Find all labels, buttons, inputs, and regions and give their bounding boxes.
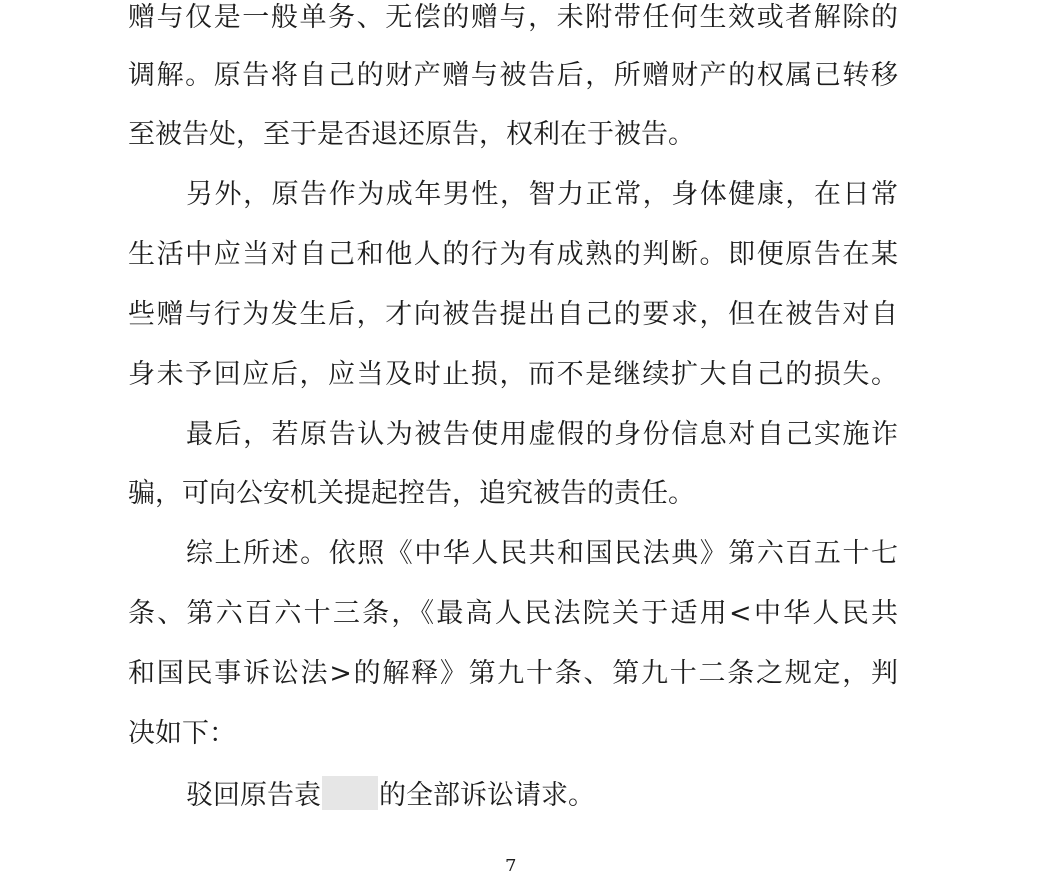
paragraph-line: 调解。原告将自己的财产赠与被告后，所赠财产的权属已转移 xyxy=(128,60,898,91)
verdict-line xyxy=(186,776,898,812)
paragraph-line: 些赠与行为发生后，才向被告提出自己的要求，但在被告对自 xyxy=(128,299,898,330)
paragraph-first-line: 综上所述。依照《中华人民共和国民法典》第六百五十七 xyxy=(186,538,898,569)
paragraph-line: 赠与仅是一般单务、无偿的赠与，未附带任何生效或者解除的 xyxy=(128,2,898,33)
paragraph-line: 和国民事诉讼法>的解释》第九十条、第九十二条之规定，判 xyxy=(128,658,898,689)
paragraph-line: 决如下： xyxy=(128,718,236,749)
paragraph-first-line: 最后，若原告认为被告使用虚假的身份信息对自己实施诈 xyxy=(186,419,898,450)
verdict-prefix: 驳回原告袁 xyxy=(186,780,321,811)
paragraph-line: 条、第六百六十三条，《最高人民法院关于适用<中华人民共 xyxy=(128,598,898,629)
verdict-suffix: 的全部诉讼请求。 xyxy=(379,780,595,811)
paragraph-first-line: 另外，原告作为成年男性，智力正常，身体健康，在日常 xyxy=(186,179,898,210)
paragraph-line: 身未予回应后，应当及时止损，而不是继续扩大自己的损失。 xyxy=(128,359,898,390)
paragraph-line: 骗，可向公安机关提起控告，追究被告的责任。 xyxy=(128,478,695,509)
redacted-name-block xyxy=(322,776,378,810)
paragraph-line: 生活中应当对自己和他人的行为有成熟的判断。即便原告在某 xyxy=(128,239,898,270)
page-number: 7 xyxy=(505,856,517,871)
paragraph-line: 至被告处，至于是否退还原告，权利在于被告。 xyxy=(128,119,695,150)
